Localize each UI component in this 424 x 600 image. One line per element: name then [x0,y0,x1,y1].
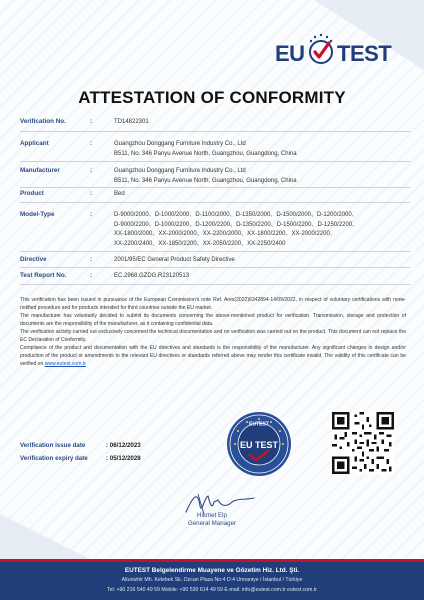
expiry-date-row [20,447,141,465]
field-value: 2001/95/EC General Product Safety Directive [114,257,235,263]
field-separator: : [90,167,93,174]
paragraph: The verification activity carried out exclusively concerned the technical documentation and no verification was carried out on the product. This document can not replace the EC Declaration of Conformity. [20,328,406,343]
verification-link[interactable]: www.eutest.com.tr [44,360,86,367]
divider [20,187,410,188]
expiry-date-value: : 05/12/2028 [106,455,141,462]
signatory-name: Hikmet Elp [197,512,227,519]
field-label: Verification No. [20,118,66,125]
seal-ring-text: EUTEST [249,421,269,428]
field-separator: : [90,118,93,125]
field-separator: : [90,272,93,279]
issue-date-label: Verification issue date [20,442,86,449]
document-title: ATTESTATION OF CONFORMITY [78,88,346,107]
divider [20,161,410,162]
field-label: Manufacturer [20,167,60,174]
field-separator: : [90,211,93,218]
field-label: Applicant [20,140,49,147]
model-line: XX-2200/2400、XX-1850/2200、XX-2050/2200、XX-2250/2400 [114,240,286,247]
field-value: TD14822301 [114,119,149,125]
field-value [114,211,410,249]
paragraph-text: Compliance of the product and documentation with the EU directives and standards is the responsibility of the manufacturer. Any significant changes in design and/or production of the product or amendments to the relevant EU directives or standards referred above may render this certificate invalid. The validity of this certificate can be verified on [20,344,406,367]
model-line: D-9000/2000、D-1000/2000、D-1100/2000、D-1350/2000、D-1500/2000、D-1200/2000、 [114,212,358,218]
field-label: Product [20,190,44,197]
paragraph [20,345,406,369]
applicant-address: B511, No. 346 Panyu Avenue North, Guangzhou, Guangdong, China [114,150,297,157]
field-separator: : [90,256,93,263]
conditions-text [20,297,406,369]
field-separator: : [90,140,93,147]
paragraph: This verification has been issued in pursuance of the European Commission's note Ref. Ares(2022)6342894-14/09/2022, in respect of voluntary certifications with none-notified procedure and for products intended for third countries outside the EU market. [20,297,406,311]
footer-company: EUTEST Belgelendirme Muayene ve Gözetim Hiz. Ltd. Şti. [124,567,300,574]
footer-address: Altunizhir Mh. Kelebek Sk. Ozcan Plaza No:4 D:4 Umraniye / İstanbul / Türkiye [121,577,303,583]
footer-contacts: Tel: +90 216 540 49 59 Mobile: +90 530 614 49 59 E-mail: info@eutest.com.tr eutest.com.tr [106,587,317,593]
model-line: D-9000/2200、D-1000/2200、D-1200/2200、D-1350/2200、D-1500/2200、D-1250/2200、 [114,221,359,228]
issue-date-value: : 06/12/2023 [106,442,141,449]
logo-text-test: TEST [337,41,392,66]
field-value [114,167,410,186]
paragraph: The manufacturer has voluntarily decided to submit its documents concerning the above-mentioned product for verification. Transmission, storage and protection of documents are the responsibility of the manufacturer, as it containing confidential data. [20,312,406,327]
manufacturer-name: Guangzhou Donggang Furniture Industry Co., Ltd [114,168,246,174]
divider [20,131,410,132]
applicant-name: Guangzhou Donggang Furniture Industry Co., Ltd [114,141,246,147]
signatory-title: General Manager [187,520,237,527]
field-value: Bed [114,191,125,197]
logo-star-icon [305,32,337,68]
manufacturer-address: B511, No. 346 Panyu Avenue North, Guangzhou, Guangdong, China [114,177,297,184]
field-label: Directive [20,256,47,263]
divider [20,267,410,268]
expiry-date-label: Verification expiry date [20,455,88,462]
field-value [114,140,410,159]
eutest-logo [275,30,400,70]
field-separator: : [90,190,93,197]
field-value: EC.2968.GZDG.R23120513 [114,273,190,279]
eutest-seal [226,411,292,477]
seal-center-text: EU TEST [239,440,279,450]
field-label: Test Report No. [20,272,67,279]
model-line: XX-1800/2000、XX-2000/2000、XX-2200/2000、XX-1800/2200、XX-2000/2200、 [114,231,336,238]
footer [0,562,424,600]
divider [20,284,410,285]
divider [20,202,410,203]
logo-text-eu: EU [275,41,305,66]
divider [20,251,410,252]
field-label: Model-Type [20,211,55,218]
qr-code[interactable] [332,412,394,474]
